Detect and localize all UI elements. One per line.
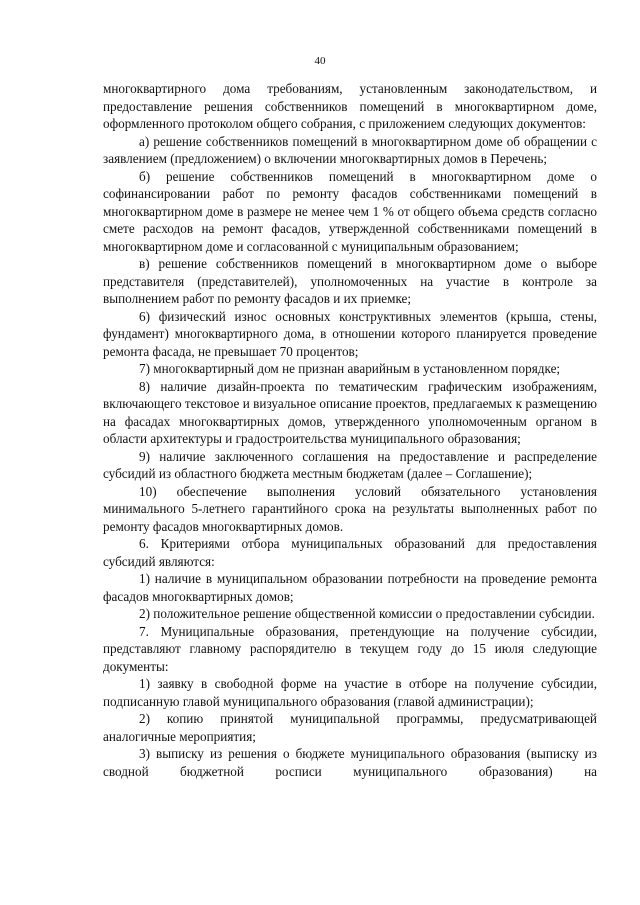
paragraph-item-6: 6) физический износ основных конструктивных элементов (крыша, стены, фундамент) многоквартирного дома, в отношении которого планируется проведение ремонта фасада, не превышает 70 процентов; [103,308,597,359]
paragraph-item-v: в) решение собственников помещений в многоквартирном доме о выборе представителя (представителей), уполномоченных на участие в контроле за выполнением работ по ремонту фасадов и их приемке; [103,256,597,306]
paragraph-item-7: 7) многоквартирный дом не признан аварийным в установленном порядке; [139,361,561,376]
paragraph-criterion-1: 1) наличие в муниципальном образовании потребности на проведение ремонта фасадов многоквартирных домов; [103,571,597,604]
paragraph-item-b: б) решение собственников помещений в многоквартирном доме о софинансировании работ по ремонту фасадов собственниками помещений в многоквартирном доме в размере не менее чем 1 % от общего объема средств согласно смете расходов на ремонт фасадов, утвержденной собственниками помещений в многоквартирном доме и согласованной с муниципальным образованием; [103,168,597,254]
paragraph-criterion-2: 2) положительное решение общественной комиссии о предоставлении субсидии. [139,606,595,621]
page-number: 40 [314,55,326,67]
paragraph-item-a: а) решение собственников помещений в многоквартирном доме об обращении с заявлением (предложением) о включении многоквартирных домов в Перечень; [103,133,597,166]
paragraph-document-2: 2) копию принятой муниципальной программы, предусматривающей аналогичные мероприятия; [103,711,597,744]
paragraph-section-6: 6. Критериями отбора муниципальных образований для предоставления субсидий являются: [103,536,597,569]
paragraph-document-1: 1) заявку в свободной форме на участие в отборе на получение субсидии, подписанную главой муниципального образования (главой администрации); [103,676,597,709]
paragraph-item-10: 10) обеспечение выполнения условий обязательного установления минимального 5-летнего гарантийного срока на результаты выполненных работ по ремонту фасадов многоквартирных домов. [103,483,597,534]
paragraph-item-8: 8) наличие дизайн-проекта по тематическим графическим изображениям, включающего текстовое и визуальное описание проектов, предлагаемых к размещению на фасадах многоквартирных домов, утвержденного уполномоченным органом в области архитектуры и градостроительства муниципального образования; [103,378,597,446]
paragraph-intro: многоквартирного дома требованиям, установленным законодательством, и предоставление решения собственников помещений в многоквартирном доме, оформленного протоколом общего собрания, с приложением следующих документов: [103,81,597,131]
paragraph-section-7: 7. Муниципальные образования, претендующие на получение субсидии, представляют главному распорядителю в текущем году до 15 июля следующие документы: [103,623,597,674]
paragraph-item-9: 9) наличие заключенного соглашения на предоставление и распределение субсидий из областного бюджета местным бюджетам (далее – Соглашение); [103,448,597,481]
document-body [103,80,597,780]
paragraph-document-3: 3) выписку из решения о бюджете муниципального образования (выписку из сводной бюджетной росписи муниципального образования) на [103,746,597,779]
